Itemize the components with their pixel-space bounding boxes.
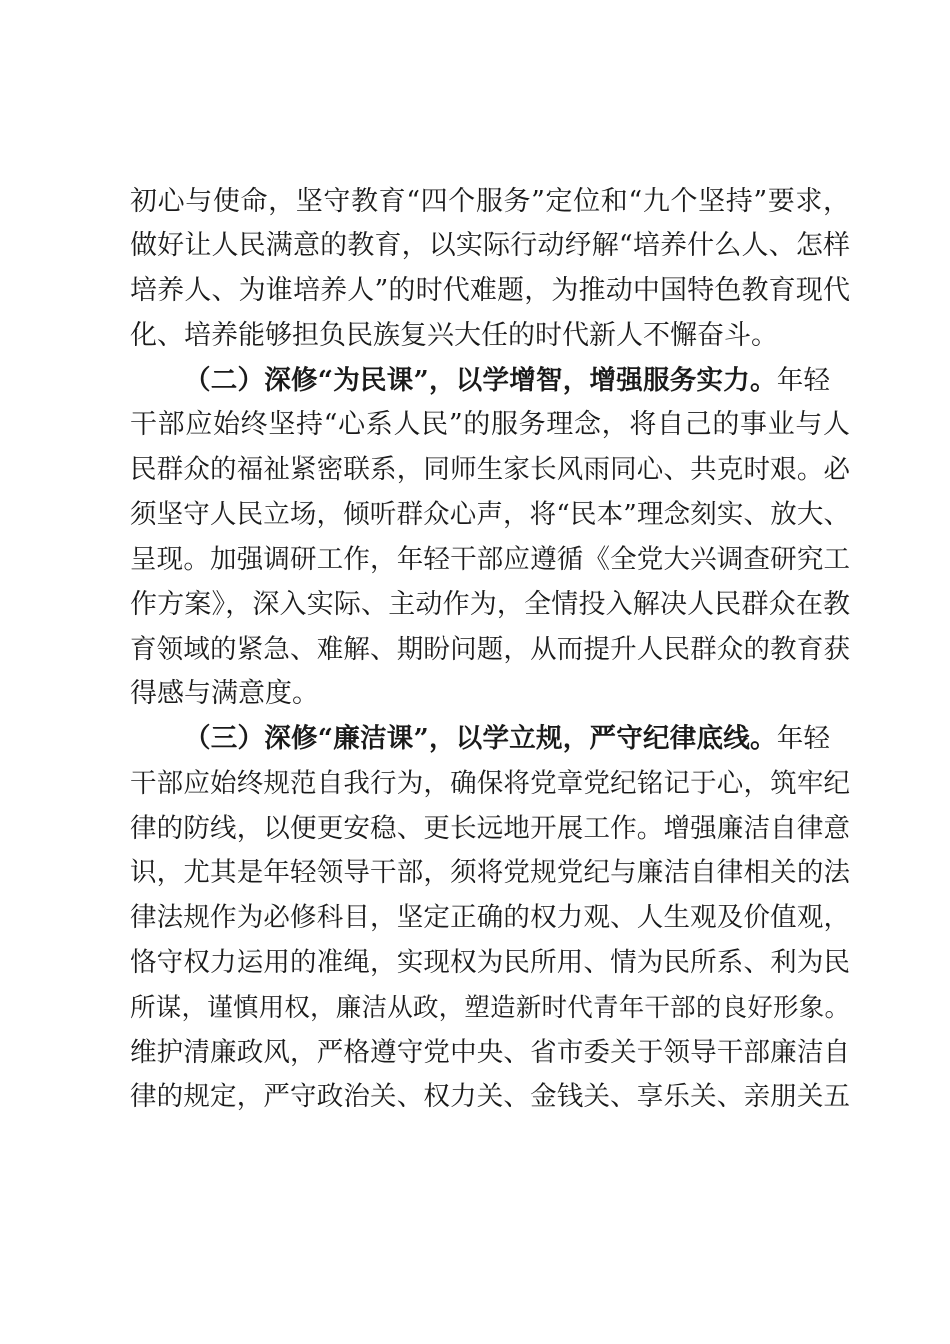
paragraph1-line-3: 培养人、为谁培养人”的时代难题，为推动中国特色教育现代 [130, 275, 850, 306]
paragraph3-line-8: 维护清廉政风，严格遵守党中央、省市委关于领导干部廉洁自 [130, 1037, 850, 1068]
paragraph1-line-4: 化、培养能够担负民族复兴大任的时代新人不懈奋斗。 [130, 320, 778, 351]
paragraph2-line-6: 作方案》，深入实际、主动作为，全情投入解决人民群众在教 [130, 589, 850, 620]
paragraph2-line-4: 须坚守人民立场，倾听群众心声，将“民本”理念刻实、放大、 [130, 499, 850, 530]
paragraph3-heading: （三）深修“廉洁课”，以学立规，严守纪律底线。 [184, 723, 777, 754]
paragraph3-line-2: 干部应始终规范自我行为，确保将党章党纪铭记于心，筑牢纪 [130, 768, 850, 799]
paragraph3-line-5: 律法规作为必修科目，坚定正确的权力观、人生观及价值观， [130, 902, 850, 933]
paragraph2-first-line [184, 361, 830, 401]
paragraph2-line-2: 干部应始终坚持“心系人民”的服务理念，将自己的事业与人 [130, 409, 850, 440]
paragraph3-line-4: 识，尤其是年轻领导干部，须将党规党纪与廉洁自律相关的法 [130, 857, 850, 888]
paragraph2-line-7: 育领域的紧急、难解、期盼问题，从而提升人民群众的教育获 [130, 634, 850, 665]
paragraph3-line-9: 律的规定，严守政治关、权力关、金钱关、享乐关、亲朋关五 [130, 1081, 850, 1112]
paragraph3-line-7: 所谋，谨慎用权，廉洁从政，塑造新时代青年干部的良好形象。 [130, 993, 850, 1023]
paragraph3-line-6: 恪守权力运用的准绳，实现权为民所用、情为民所系、利为民 [130, 947, 850, 978]
paragraph3-first-line-rest: 年轻 [776, 723, 830, 754]
paragraph2-line-3: 民群众的福祉紧密联系，同师生家长风雨同心、共克时艰。必 [130, 454, 850, 485]
paragraph2-line-5: 呈现。加强调研工作，年轻干部应遵循《全党大兴调查研究工 [130, 544, 850, 575]
paragraph1-line-1: 初心与使命，坚守教育“四个服务”定位和“九个坚持”要求， [130, 186, 850, 217]
paragraph1-line-2: 做好让人民满意的教育，以实际行动纾解“培养什么人、怎样 [130, 230, 850, 261]
paragraph2-heading: （二）深修“为民课”，以学增智，增强服务实力。 [184, 365, 777, 396]
paragraph2-first-line-rest: 年轻 [776, 365, 830, 396]
paragraph3-first-line [184, 719, 830, 759]
paragraph2-line-8: 得感与满意度。 [130, 678, 319, 709]
paragraph3-line-3: 律的防线，以便更安稳、更长远地开展工作。增强廉洁自律意 [130, 813, 850, 844]
